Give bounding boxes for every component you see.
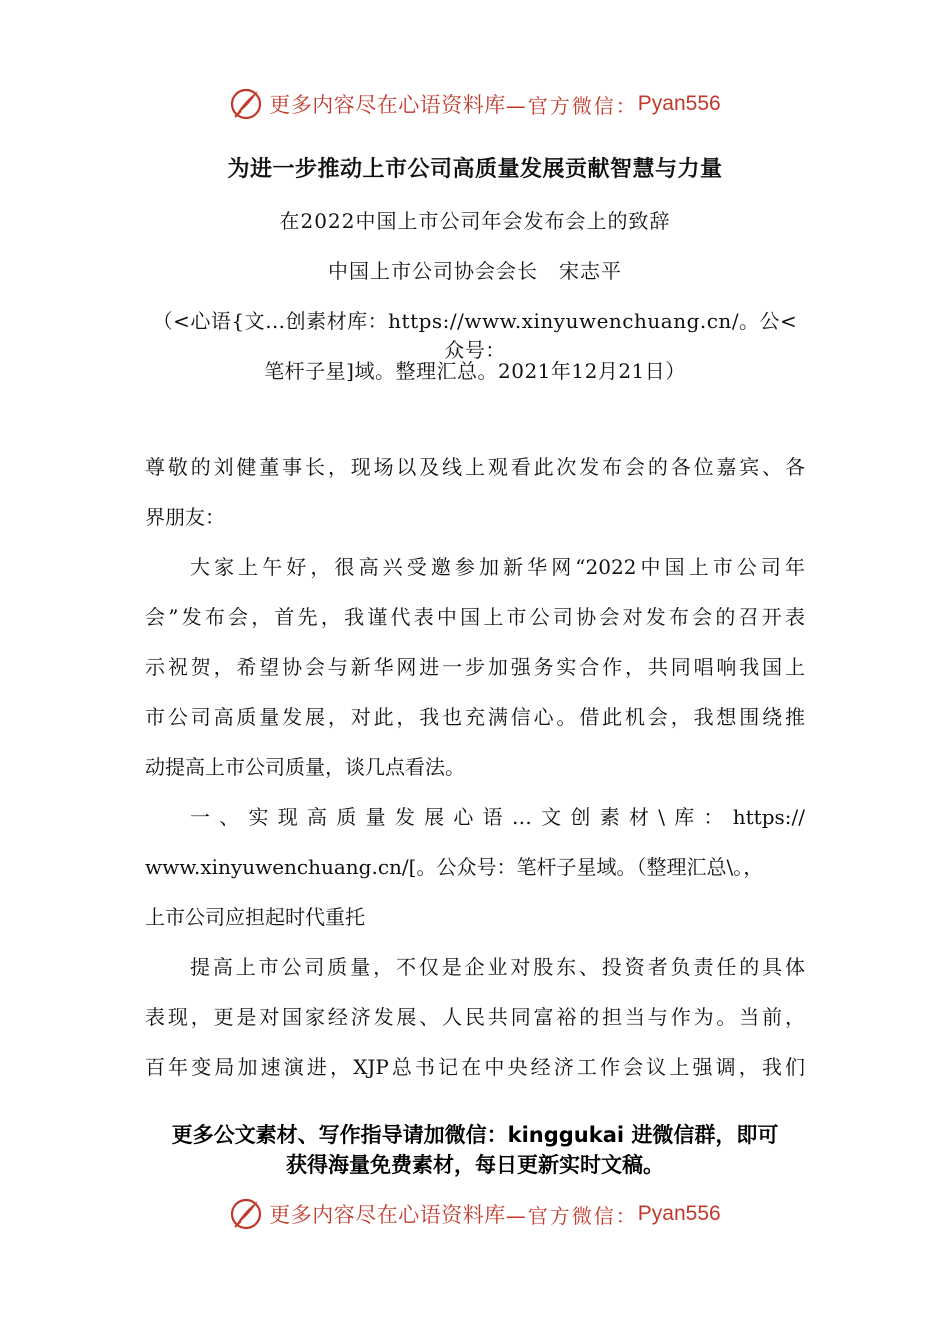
body-line: 尊敬的刘健董事长，现场以及线上观看此次发布会的各位嘉宾、各 [145,455,805,479]
header-promo-wechat-label: —官方微信： [505,93,638,118]
body-line: www.xinyuwenchuang.cn/[。公众号：笔杆子星域。（整理汇总\。， [145,855,764,879]
body-line: 会”发布会，首先，我谨代表中国上市公司协会对发布会的召开表 [145,605,805,629]
document-title: 为进一步推动上市公司高质量发展贡献智慧与力量 [227,156,723,182]
footer-promo-wechat-id: Pyan556 [637,1202,721,1225]
header-promo-wechat-id: Pyan556 [637,92,721,115]
body-line: 表现，更是对国家经济发展、人民共同富裕的担当与作为。当前， [145,1005,805,1029]
document-subtitle: 在2022中国上市公司年会发布会上的致辞 [279,209,671,233]
body-line: 提高上市公司质量，不仅是企业对股东、投资者负责任的具体 [190,955,805,979]
bottom-note-line-1: 更多公文素材、写作指导请加微信：kinggukai 进微信群，即可 [171,1123,779,1147]
body-line: 市公司高质量发展，对此，我也充满信心。借此机会，我想围绕推 [145,705,805,729]
header-promo-banner [0,82,950,126]
quill-pen-logo-icon [229,87,263,121]
bottom-note-line-2: 获得海量免费素材，每日更新实时文稿。 [286,1153,664,1177]
document-source-line-1: （<心语{文…创素材库：https://www.xinyuwenchuang.cn/。公<众号： [152,309,798,362]
footer-promo-wechat-label: —官方微信： [505,1203,638,1228]
body-line: 百年变局加速演进，XJP总书记在中央经济工作会议上强调，我们 [145,1055,805,1079]
document-source-line-2: 笔杆子星]域。整理汇总。2021年12月21日） [264,359,686,383]
body-line: 大家上午好，很高兴受邀参加新华网“2022中国上市公司年 [190,555,805,579]
document-author: 中国上市公司协会会长 宋志平 [328,259,622,283]
footer-promo-text: 更多内容尽在心语资料库 [269,1203,506,1227]
body-line: 界朋友： [145,505,225,529]
header-promo-text: 更多内容尽在心语资料库 [269,93,506,117]
quill-pen-logo-icon [229,1197,263,1231]
body-line: 一、实现高质量发展心语…文创素材\库：https:// [190,805,805,829]
footer-promo-banner [0,1192,950,1236]
body-line: 示祝贺，希望协会与新华网进一步加强务实合作，共同唱响我国上 [145,655,805,679]
body-line: 上市公司应担起时代重托 [145,905,365,929]
body-line: 动提高上市公司质量，谈几点看法。 [145,755,465,779]
